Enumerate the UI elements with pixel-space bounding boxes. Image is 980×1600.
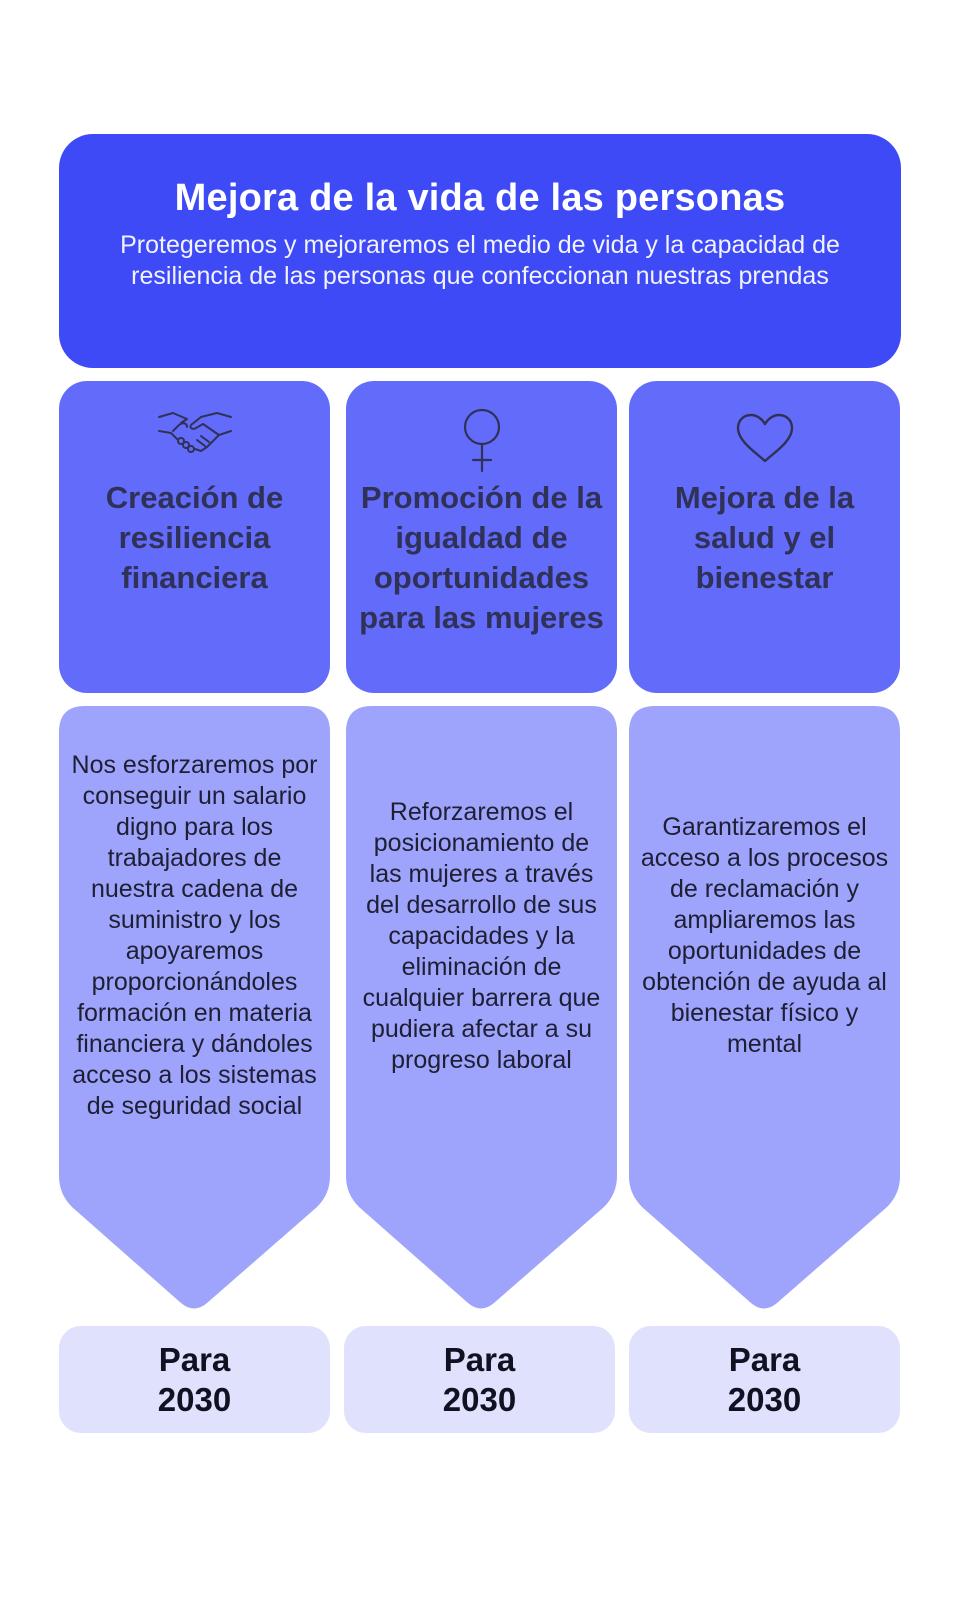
pillar-description: Nos esforzaremos por conseguir un salario digno para los trabajadores de nuestra cadena de suministro y los apoyaremos proporcionándoles formación en materia financiera y dándoles acceso a los sistemas de seguridad social <box>71 751 318 1120</box>
pillar-title: Creación de resiliencia financiera <box>105 480 284 595</box>
badge-year: 2030 <box>727 1381 802 1418</box>
page-title: Mejora de la vida de las personas <box>174 177 786 219</box>
heart-icon <box>735 413 795 470</box>
target-year-badge <box>629 1326 900 1433</box>
page-subtitle: Protegeremos y mejoraremos el medio de vida y la capacidad de resiliencia de las personas que confeccionan nuestras prendas <box>120 231 840 290</box>
pillar-description-arrow <box>59 706 330 1312</box>
handshake-icon <box>157 407 233 460</box>
target-year-badge <box>59 1326 330 1433</box>
pillar-description: Reforzaremos el posicionamiento de las mujeres a través del desarrollo de sus capacidades y la eliminación de cualquier barrera que pudiera afectar a su progreso laboral <box>362 797 601 1074</box>
pillar-title: Promoción de la igualdad de oportunidades para las mujeres <box>359 480 604 635</box>
badge-year: 2030 <box>442 1381 517 1418</box>
target-year-badge <box>344 1326 615 1433</box>
pillar-description-arrow <box>629 706 900 1312</box>
pillar-description: Garantizaremos el acceso a los procesos de reclamación y ampliaremos las oportunidades de obtención de ayuda al bienestar físico y mental <box>640 813 889 1058</box>
pillar-title: Mejora de la salud y el bienestar <box>674 480 855 595</box>
badge-label: Para <box>443 1341 516 1378</box>
pillar-card-women-equality <box>346 381 617 693</box>
badge-label: Para <box>728 1341 801 1378</box>
pillar-card-health-wellbeing <box>629 381 900 693</box>
badge-year: 2030 <box>157 1381 232 1418</box>
pillar-card-financial-resilience <box>59 381 330 693</box>
badge-label: Para <box>158 1341 231 1378</box>
female-symbol-icon <box>460 407 504 478</box>
header-banner <box>59 134 901 368</box>
pillar-description-arrow <box>346 706 617 1312</box>
